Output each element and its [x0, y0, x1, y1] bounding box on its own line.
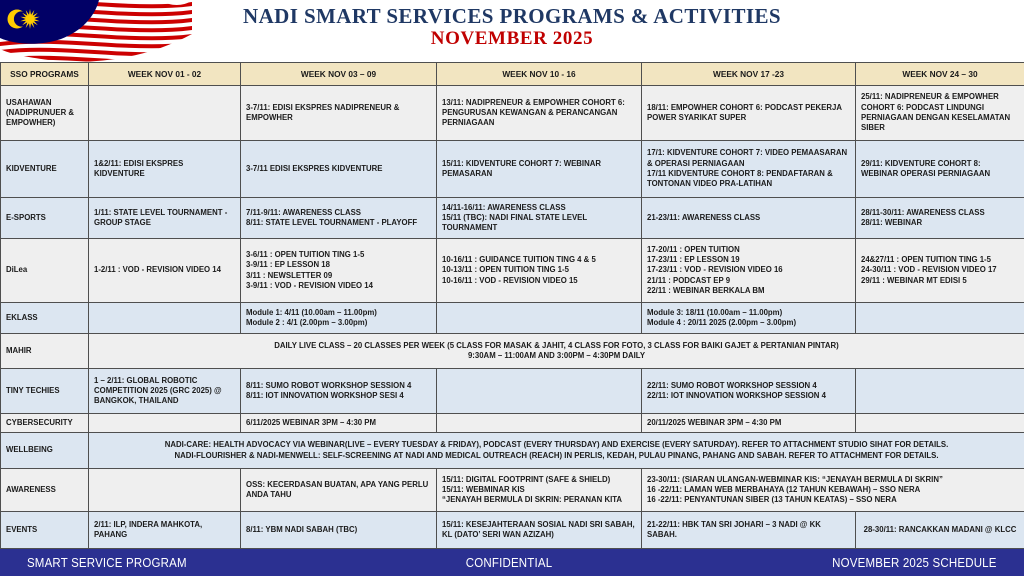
flag-stripe: [0, 48, 192, 57]
schedule-cell: [89, 198, 241, 239]
schedule-cell: [437, 303, 642, 334]
cell-line: 8/11: STATE LEVEL TOURNAMENT - PLAYOFF: [246, 218, 418, 227]
schedule-cell: [89, 414, 241, 433]
schedule-cell: [642, 86, 856, 141]
program-label: USAHAWAN (NADIPRUNUER & EMPOWHER): [1, 86, 89, 141]
schedule-cell: [856, 239, 1024, 303]
schedule-cell: [642, 469, 1024, 512]
table-row: [1, 512, 1024, 549]
cell-line: 17-23/11 : VOD - REVISION VIDEO 16: [647, 265, 783, 275]
cell-line: 8/11: SUMO ROBOT WORKSHOP SESSION 4: [246, 380, 412, 390]
cell-line: 23-30/11: (SIARAN ULANGAN-WEBMINAR KIS: “JENAYAH BERMULA DI SKRIN”: [647, 474, 943, 484]
schedule-cell: [856, 414, 1024, 433]
schedule-cell: [642, 198, 856, 239]
cell-line: 3-7/11: EDISI EKSPRES NADIPRENEUR & EMPOWHER: [246, 102, 400, 122]
cell-line: 8/11: IOT INNOVATION WORKSHOP SESI 4: [246, 391, 404, 400]
schedule-cell: [89, 86, 241, 141]
schedule-cell: [856, 369, 1024, 414]
cell-line: 15/11: KESEJAHTERAAN SOSIAL NADI SRI SABAH, KL (DATO’ SERI WAN AZIZAH): [442, 519, 635, 539]
flag-stripe: [0, 56, 192, 62]
cell-line: 14/11-16/11: AWARENESS CLASS: [442, 202, 566, 212]
table-row: [1, 239, 1024, 303]
footer-center-label: CONFIDENTIAL: [466, 556, 553, 570]
schedule-cell: [437, 141, 642, 198]
table-row: [1, 469, 1024, 512]
schedule-cell: [89, 239, 241, 303]
malaysia-flag-icon: [0, 0, 192, 62]
schedule-cell: [642, 141, 856, 198]
cell-line: 21-23/11: AWARENESS CLASS: [647, 212, 761, 222]
schedule-cell: [856, 512, 1024, 549]
footer-bar: [0, 549, 1024, 576]
schedule-cell: [642, 239, 856, 303]
cell-line: 24&27/11 : OPEN TUITION TING 1-5: [861, 255, 991, 265]
schedule-cell: [241, 414, 437, 433]
page-subtitle: NOVEMBER 2025: [430, 28, 594, 50]
schedule-cell: [89, 512, 241, 549]
column-header: WEEK NOV 10 - 16: [437, 63, 642, 86]
schedule-cell: [437, 198, 642, 239]
schedule-cell: [856, 303, 1024, 334]
cell-line: 22/11: IOT INNOVATION WORKSHOP SESSION 4: [647, 391, 826, 400]
table-row: [1, 369, 1024, 414]
cell-line: 15/11: KIDVENTURE COHORT 7: WEBINAR PEMASARAN: [442, 158, 601, 178]
cell-line: 10-13/11 : OPEN TUITION TING 1-5: [442, 265, 569, 275]
cell-line: 18/11: EMPOWHER COHORT 6: PODCAST PEKERJA POWER SYARIKAT SUPER: [647, 102, 842, 122]
schedule-cell: [241, 303, 437, 334]
program-label: EKLASS: [1, 303, 89, 334]
program-label: KIDVENTURE: [1, 141, 89, 198]
cell-line: 28/11-30/11: AWARENESS CLASS: [861, 207, 985, 217]
program-label: E-SPORTS: [1, 198, 89, 239]
cell-line: 10-16/11 : GUIDANCE TUITION TING 4 & 5: [442, 255, 596, 265]
table-row: [1, 86, 1024, 141]
cell-line: 15/11 (TBC): NADI FINAL STATE LEVEL TOURNAMENT: [442, 212, 587, 233]
table-row: [1, 433, 1024, 469]
cell-line: 20/11/2025 WEBINAR 3PM – 4:30 PM: [647, 417, 782, 427]
cell-line: 8/11: YBM NADI SABAH (TBC): [246, 524, 358, 534]
schedule-cell: [437, 414, 642, 433]
schedule-cell: [89, 303, 241, 334]
program-label: MAHIR: [1, 334, 89, 369]
cell-line: 16 -22/11: PENYANTUNAN SIBER (13 TAHUN KEATAS) – SSO NERA: [647, 495, 897, 505]
program-label: WELLBEING: [1, 433, 89, 469]
cell-line: 16 -22/11: LAMAN WEB MERBAHAYA (12 TAHUN KEBAWAH) – SSO NERA: [647, 484, 921, 494]
cell-line: 15/11: DIGITAL FOOTPRINT (SAFE & SHIELD): [442, 474, 611, 484]
cell-line: 22/11 : WEBINAR BERKALA BM: [647, 285, 765, 295]
column-header: WEEK NOV 03 – 09: [241, 63, 437, 86]
cell-line: 29/11: KIDVENTURE COHORT 8: WEBINAR OPERASI PERNIAGAAN: [861, 158, 991, 178]
cell-line: Module 4 : 20/11 2025 (2.00pm – 3.00pm): [647, 318, 797, 327]
cell-line: 9:30AM – 11:00AM AND 3:00PM – 4:30PM DAILY: [467, 351, 646, 360]
cell-line: 17-23/11 : EP LESSON 19: [647, 255, 740, 265]
schedule-cell: [437, 512, 642, 549]
cell-line: Module 3: 18/11 (10.00am – 11.00pm): [647, 307, 783, 317]
schedule-cell: [437, 369, 642, 414]
cell-line: 17/1: KIDVENTURE COHORT 7: VIDEO PEMAASARAN & OPERASI PERNIAGAAN: [647, 148, 848, 168]
cell-line: 28/11: WEBINAR: [861, 218, 923, 227]
cell-line: 1 – 2/11: GLOBAL ROBOTIC COMPETITION 2025 (GRC 2025) @ BANGKOK, THAILAND: [94, 375, 222, 406]
cell-line: Module 1: 4/11 (10.00am – 11.00pm): [246, 307, 377, 317]
schedule-cell: [437, 239, 642, 303]
schedule-cell: [89, 469, 241, 512]
cell-line: 17/11 KIDVENTURE COHORT 8: PENDAFTARAN & TONTONAN VIDEO PRA-LATIHAN: [647, 169, 833, 189]
schedule-table-body: [1, 63, 1024, 549]
schedule-cell: [89, 141, 241, 198]
program-label: TINY TECHIES: [1, 369, 89, 414]
program-label: AWARENESS: [1, 469, 89, 512]
schedule-cell: [437, 86, 642, 141]
schedule-cell: [89, 369, 241, 414]
cell-line: 17-20/11 : OPEN TUITION: [647, 244, 740, 254]
page-header: [0, 0, 1024, 62]
schedule-cell: [642, 414, 856, 433]
cell-line: 25/11: NADIPRENEUR & EMPOWHER COHORT 6: PODCAST LINDUNGI PERNIAGAAN DENGAN KESELAMATAN SIBER: [861, 92, 1011, 133]
cell-line: 3-7/11 EDISI EKSPRES KIDVENTURE: [246, 163, 383, 173]
cell-line: 3-9/11 : EP LESSON 18: [246, 260, 330, 270]
cell-line: 10-16/11 : VOD - REVISION VIDEO 15: [442, 275, 578, 285]
cell-line: 1-2/11 : VOD - REVISION VIDEO 14: [94, 265, 221, 275]
schedule-cell: [241, 512, 437, 549]
schedule-cell: [241, 86, 437, 141]
cell-line: 15/11: WEBMINAR KIS: [442, 484, 525, 494]
header-row: [1, 63, 1024, 86]
schedule-cell: [642, 512, 856, 549]
program-label: CYBERSECURITY: [1, 414, 89, 433]
cell-line: 29/11 : WEBINAR MT EDISI 5: [861, 275, 967, 285]
cell-line: OSS: KECERDASAN BUATAN, APA YANG PERLU ANDA TAHU: [246, 479, 429, 499]
cell-line: 22/11: SUMO ROBOT WORKSHOP SESSION 4: [647, 380, 817, 390]
column-header: SSO PROGRAMS: [1, 63, 89, 86]
schedule-cell: [642, 303, 856, 334]
cell-line: Module 2 : 4/1 (2.00pm – 3.00pm): [246, 318, 368, 327]
cell-line: 2/11: ILP, INDERA MAHKOTA, PAHANG: [94, 519, 203, 539]
column-header: WEEK NOV 01 - 02: [89, 63, 241, 86]
program-label: DiLea: [1, 239, 89, 303]
cell-line: 3-6/11 : OPEN TUITION TING 1-5: [246, 249, 365, 259]
cell-line: 1&2/11: EDISI EKSPRES KIDVENTURE: [94, 158, 184, 178]
schedule-table: [0, 62, 1024, 549]
schedule-cell: [856, 141, 1024, 198]
cell-line: NADI-FLOURISHER & NADI-MENWELL: SELF-SCREENING AT NADI AND MEDICAL OUTREACH (REACH) IN PERLIS, KEDAH, PULAU PINANG, PAHANG AND SABAH. REFER TO ATTACHMENT FOR DETAILS.: [174, 450, 939, 460]
cell-line: 28-30/11: RANCAKKAN MADANI @ KLCC: [863, 524, 1017, 534]
table-row: [1, 414, 1024, 433]
column-header: WEEK NOV 17 -23: [642, 63, 856, 86]
cell-line: 7/11-9/11: AWARENESS CLASS: [246, 207, 361, 217]
schedule-cell: [241, 141, 437, 198]
cell-line: 6/11/2025 WEBINAR 3PM – 4:30 PM: [246, 417, 377, 427]
page-title: NADI SMART SERVICES PROGRAMS & ACTIVITIES: [243, 4, 781, 28]
schedule-cell: [642, 369, 856, 414]
schedule-cell: [89, 334, 1024, 369]
cell-line: NADI-CARE: HEALTH ADVOCACY VIA WEBINAR(LIVE – EVERY TUESDAY & FRIDAY), PODCAST (EVERY THURSDAY) AND EXERCISE (EVERY SATURDAY). REFER TO ATTACHMENT STUDIO SIHAT FOR DETAILS.: [164, 440, 949, 450]
program-label: EVENTS: [1, 512, 89, 549]
schedule-cell: [241, 239, 437, 303]
cell-line: 21/11 : PODCAST EP 9: [647, 275, 731, 285]
table-row: [1, 334, 1024, 369]
schedule-cell: [241, 369, 437, 414]
cell-line: “JENAYAH BERMULA DI SKRIN: PERANAN KITA: [442, 495, 623, 505]
schedule-cell: [856, 86, 1024, 141]
table-row: [1, 303, 1024, 334]
column-header: WEEK NOV 24 – 30: [856, 63, 1024, 86]
footer-left-label: SMART SERVICE PROGRAM: [26, 556, 187, 570]
footer-right-label: NOVEMBER 2025 SCHEDULE: [832, 556, 997, 570]
schedule-cell: [856, 198, 1024, 239]
cell-line: 24-30/11 : VOD - REVISION VIDEO 17: [861, 265, 997, 275]
schedule-cell: [437, 469, 642, 512]
schedule-cell: [241, 469, 437, 512]
schedule-cell: [89, 433, 1024, 469]
table-row: [1, 198, 1024, 239]
cell-line: 21-22/11: HBK TAN SRI JOHARI – 3 NADI @ KK SABAH.: [647, 519, 821, 539]
cell-line: 1/11: STATE LEVEL TOURNAMENT - GROUP STAGE: [94, 207, 228, 227]
cell-line: DAILY LIVE CLASS – 20 CLASSES PER WEEK (5 CLASS FOR MASAK & JAHIT, 4 CLASS FOR FOTO, 3 CLASS FOR BAIKI GAJET & PERTANIAN PINTAR): [274, 340, 839, 350]
cell-line: 3-9/11 : VOD - REVISION VIDEO 14: [246, 280, 373, 290]
cell-line: 3/11 : NEWSLETTER 09: [246, 270, 333, 280]
table-row: [1, 141, 1024, 198]
cell-line: 13/11: NADIPRENEUR & EMPOWHER COHORT 6: PENGURUSAN KEWANGAN & PERANCANGAN PERNIAGAAN: [442, 97, 625, 128]
schedule-cell: [241, 198, 437, 239]
